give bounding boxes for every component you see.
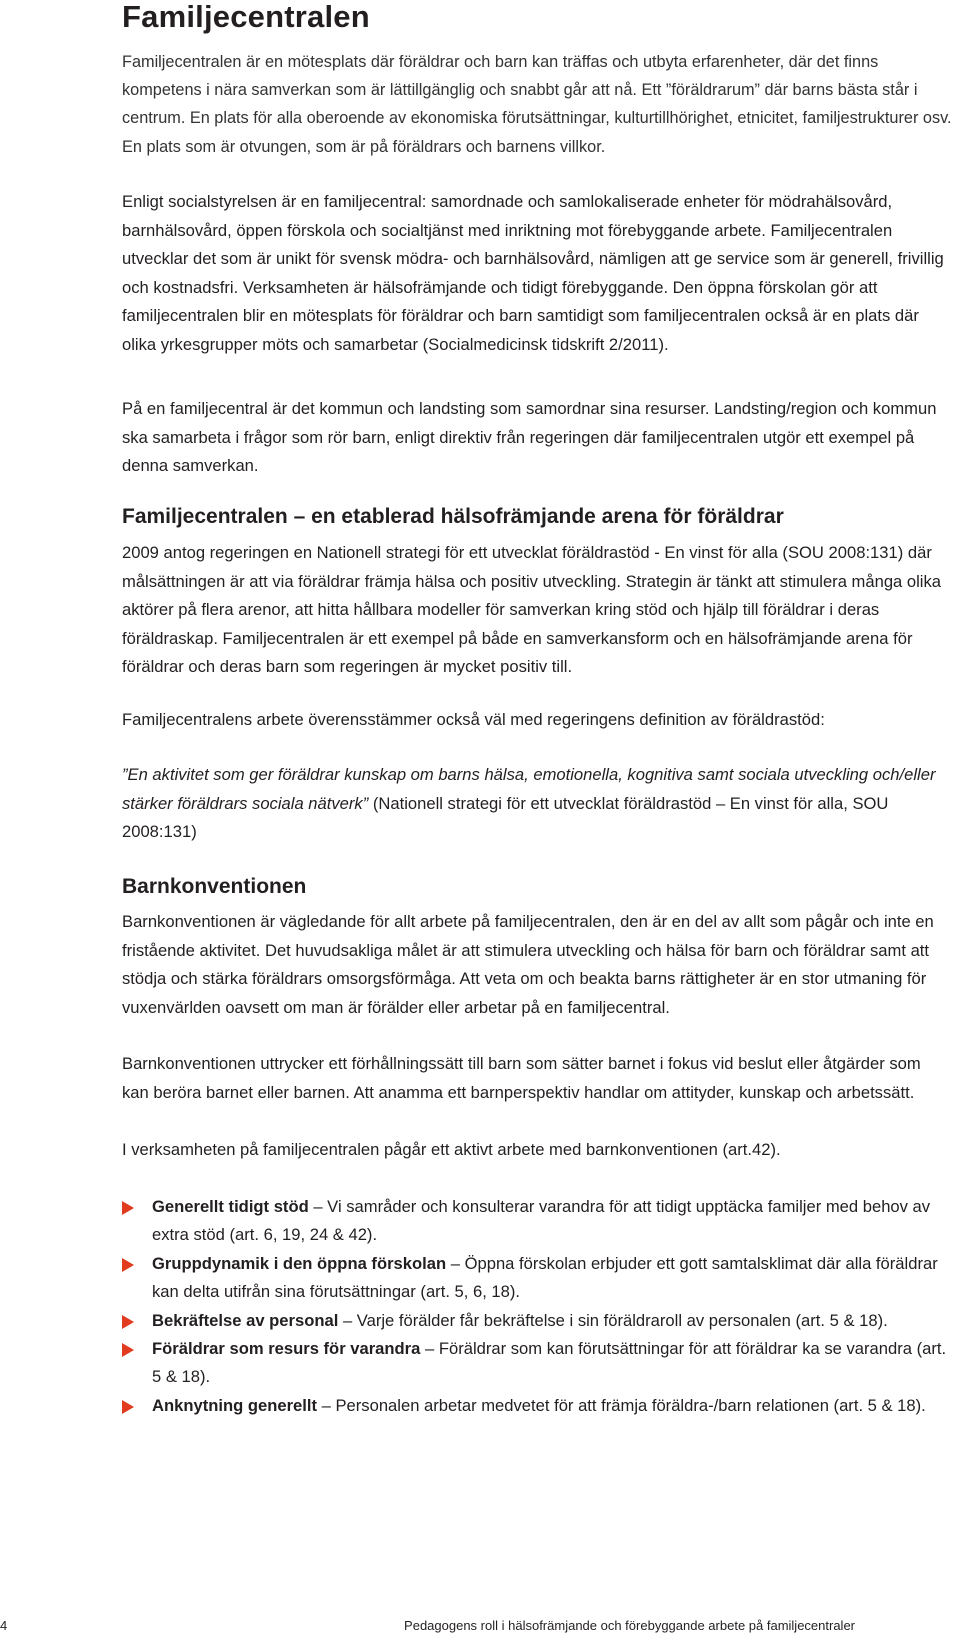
list-item (122, 1335, 952, 1392)
definition-intro-paragraph: Familjecentralens arbete överensstämmer också väl med regeringens definition av föräldrastöd: (122, 710, 825, 729)
list-item (122, 1250, 952, 1307)
bullet-text: – Varje förälder får bekräftelse i sin föräldraroll av personalen (art. 5 & 18). (338, 1310, 888, 1330)
list-item (122, 1193, 952, 1250)
bullet-text: – Vi samråder och konsulterar varandra för att tidigt upptäcka familjer med behov av extra stöd (art. 6, 19, 24 & 42). (152, 1197, 931, 1245)
bullet-text: – Personalen arbetar medvetet för att främja föräldra-/barn relationen (art. 5 & 18). (317, 1395, 926, 1415)
list-item (122, 1392, 952, 1420)
collaboration-paragraph: På en familjecentral är det kommun och landsting som samordnar sina resurser. Landsting/region och kommun ska samarbeta i frågor som rör barn, enligt direktiv från regeringen där familjecentralen utgör ett exempel på denna samverkan. (122, 399, 937, 476)
strategy-paragraph: 2009 antog regeringen en Nationell strategi för ett utvecklat föräldrastöd - En vinst för alla (SOU 2008:131) där målsättningen är att via föräldrar främja hälsa och positiv utveckling. Strategin är tänkt att stimulera många olika aktörer på flera arenor, att hitta hållbara modeller för samverkan kring stöd och hjälp till föräldrar i deras föräldraskap. Familjecentralen är ett exempel på både en samverkansform och en hälsofrämjande arena för föräldrar och deras barn som regeringen är mycket positiv till. (122, 543, 942, 677)
quote-source: (Nationell strategi för ett utvecklat föräldrastöd – En vinst för alla, SOU 2008:131) (122, 793, 889, 842)
definition-paragraph: Enligt socialstyrelsen är en familjecentral: samordnade och samlokaliserade enheter för mödrahälsovård, barnhälsovård, öppen förskola och socialtjänst med inriktning mot förebyggande arbete. Familjecentralen utvecklar det som är unikt för svensk mödra- och barnhälsovård, nämligen att ge service som är generell, frivillig och kostnadsfri. Verksamheten är hälsofrämjande och tidigt förebyggande. Den öppna förskolan gör att familjecentralen blir en mötesplats för föräldrar och barn samtidigt som familjecentralen också är en plats där olika yrkesgrupper möts och samarbetar (Socialmedicinsk tidskrift 2/2011). (122, 192, 944, 354)
arrow-bullet-icon (122, 1201, 134, 1215)
page-number: 4 (0, 1618, 8, 1633)
bullet-term: Gruppdynamik i den öppna förskolan (152, 1253, 447, 1273)
list-item (122, 1307, 952, 1335)
bullet-term: Anknytning generellt (152, 1395, 318, 1415)
bullet-text: – Öppna förskolan erbjuder ett gott samtalsklimat där alla föräldrar kan delta utifrån sina förutsättningar (art. 5, 6, 18). (152, 1253, 938, 1302)
bullet-text: – Föräldrar som kan förutsättningar för att föräldrar ka se varandra (art. 5 & 18). (152, 1339, 947, 1387)
arrow-bullet-icon (122, 1315, 134, 1329)
active-work-paragraph: I verksamheten på familjecentralen pågår ett aktivt arbete med barnkonventionen (art.42). (122, 1140, 781, 1159)
arrow-bullet-icon (122, 1258, 134, 1272)
section-heading-arena: Familjecentralen – en etablerad hälsofrämjande arena för föräldrar (122, 505, 784, 528)
arrow-bullet-icon (122, 1343, 134, 1357)
intro-paragraph: Familjecentralen är en mötesplats där föräldrar och barn kan träffas och utbyta erfarenheter, där det finns kompetens i nära samverkan som är lättillgänglig och snabbt går att nå. Ett ”föräldrarum” där barns bästa står i centrum. En plats för alla oberoende av ekonomiska förutsättningar, kulturtillhörighet, etnicitet, familjestrukturer osv. En plats som är otvungen, som är på föräldrars och barnens villkor. (122, 53, 952, 156)
perspective-paragraph: Barnkonventionen uttrycker ett förhållningssätt till barn som sätter barnet i fokus vid beslut eller åtgärder som kan beröra barnet eller barnen. Att anamma ett barnperspektiv handlar om attityder, kunskap och arbetssätt. (122, 1054, 921, 1102)
bullet-list (122, 1193, 952, 1420)
arrow-bullet-icon (122, 1400, 134, 1414)
quote-paragraph (122, 761, 952, 847)
bullet-term: Bekräftelse av personal (152, 1310, 339, 1330)
section-heading-barnkonventionen: Barnkonventionen (122, 875, 307, 898)
page-title: Familjecentralen (122, 0, 370, 34)
quote-italic: ”En aktivitet som ger föräldrar kunskap om barns hälsa, emotionella, kognitiva samt sociala utveckling och/eller stärker föräldrars sociala nätverk” (122, 765, 936, 813)
bullet-term: Föräldrar som resurs för varandra (152, 1339, 421, 1359)
bullet-term: Generellt tidigt stöd (152, 1197, 309, 1216)
footer-title: Pedagogens roll i hälsofrämjande och förebyggande arbete på familjecentraler (404, 1618, 855, 1633)
convention-paragraph: Barnkonventionen är vägledande för allt arbete på familjecentralen, den är en del av allt som pågår och inte en fristående aktivitet. Det huvudsakliga målet är att stimulera utveckling och hälsa för barn och föräldrar samt att stödja och stärka föräldrars omsorgsförmåga. Att veta om och beakta barns rättigheter är en stor utmaning för vuxenvärlden oavsett om man är förälder eller arbetar på en familjecentral. (122, 912, 934, 1017)
